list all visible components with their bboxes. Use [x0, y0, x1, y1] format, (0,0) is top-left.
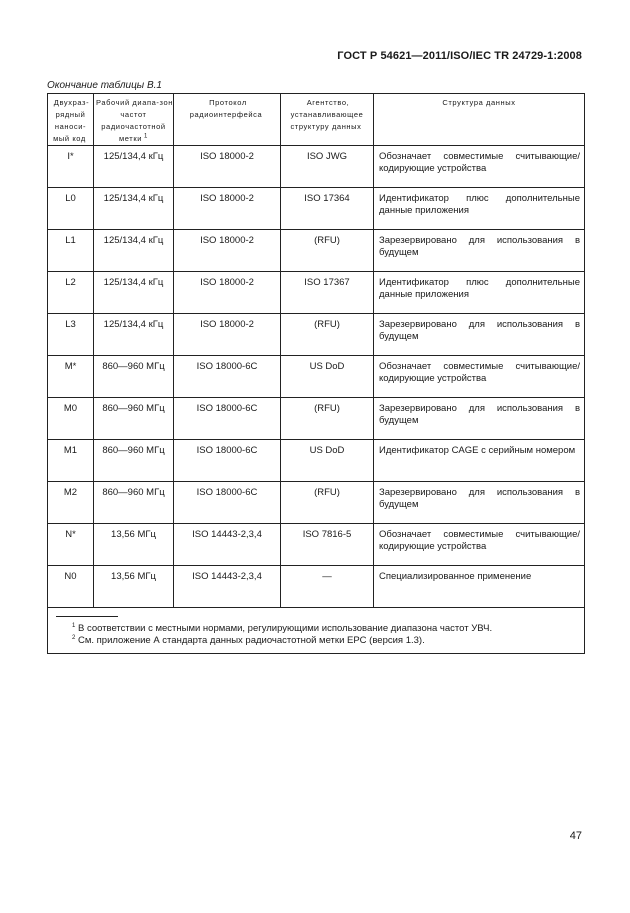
cell-code: M* [48, 356, 94, 398]
table-row [48, 398, 585, 440]
cell-protocol: ISO 18000-2 [174, 230, 281, 272]
cell-frequency: 860—960 МГц [94, 398, 174, 440]
cell-code: L2 [48, 272, 94, 314]
cell-agency: US DoD [281, 356, 374, 398]
table-row [48, 482, 585, 524]
cell-protocol: ISO 18000-6C [174, 440, 281, 482]
cell-protocol: ISO 18000-2 [174, 146, 281, 188]
table-row [48, 566, 585, 608]
cell-agency: (RFU) [281, 398, 374, 440]
cell-code: M2 [48, 482, 94, 524]
table-row [48, 356, 585, 398]
col-header-structure-text: Структура данных [442, 98, 516, 107]
col-header-protocol [174, 94, 281, 146]
cell-frequency: 860—960 МГц [94, 440, 174, 482]
table-notes-row [48, 608, 585, 654]
cell-frequency: 125/134,4 кГц [94, 314, 174, 356]
footnote-ref: 1 [144, 133, 148, 140]
cell-code: L0 [48, 188, 94, 230]
cell-code: L3 [48, 314, 94, 356]
table-caption: Окончание таблицы В.1 [47, 80, 162, 91]
cell-structure: Идентификатор плюс дополнительные данные приложения [374, 272, 585, 314]
col-header-frequency-text: Рабочий диапа-зон частот радиочастотной метки [96, 98, 173, 143]
cell-structure: Зарезервировано для использования в будущем [374, 230, 585, 272]
cell-frequency: 13,56 МГц [94, 524, 174, 566]
table-notes [48, 608, 585, 654]
cell-protocol: ISO 18000-6C [174, 398, 281, 440]
cell-protocol: ISO 18000-6C [174, 482, 281, 524]
cell-protocol: ISO 18000-2 [174, 188, 281, 230]
col-header-frequency [94, 94, 174, 146]
footnote-2 [56, 635, 584, 647]
cell-protocol: ISO 14443-2,3,4 [174, 566, 281, 608]
footnote-text: См. приложение А стандарта данных радиочастотной метки EPC (версия 1.3). [77, 635, 425, 646]
cell-structure: Зарезервировано для использования в будущем [374, 398, 585, 440]
cell-structure: Обозначает совместимые считывающие/кодирующие устройства [374, 356, 585, 398]
cell-agency: ISO 7816-5 [281, 524, 374, 566]
table-row [48, 272, 585, 314]
footnote-divider [56, 616, 118, 617]
footnote-mark: 1 [72, 622, 76, 629]
cell-protocol: ISO 14443-2,3,4 [174, 524, 281, 566]
cell-structure: Обозначает совместимые считывающие/кодирующие устройства [374, 146, 585, 188]
cell-structure: Идентификатор CAGE с серийным номером [374, 440, 585, 482]
cell-frequency: 125/134,4 кГц [94, 188, 174, 230]
data-table [47, 93, 585, 654]
table-row [48, 146, 585, 188]
cell-frequency: 860—960 МГц [94, 356, 174, 398]
cell-frequency: 125/134,4 кГц [94, 146, 174, 188]
table-row [48, 314, 585, 356]
cell-frequency: 125/134,4 кГц [94, 230, 174, 272]
cell-agency: ISO 17364 [281, 188, 374, 230]
table-header-row [48, 94, 585, 146]
cell-protocol: ISO 18000-2 [174, 272, 281, 314]
cell-agency: ISO JWG [281, 146, 374, 188]
table-row [48, 188, 585, 230]
cell-code: M1 [48, 440, 94, 482]
cell-agency: (RFU) [281, 230, 374, 272]
cell-frequency: 13,56 МГц [94, 566, 174, 608]
table-row [48, 440, 585, 482]
cell-code: M0 [48, 398, 94, 440]
footnote-mark: 2 [72, 634, 76, 641]
col-header-agency [281, 94, 374, 146]
table-row [48, 230, 585, 272]
table-row [48, 524, 585, 566]
cell-agency: US DoD [281, 440, 374, 482]
col-header-agency-text: Агентство, устанавливающее структуру данных [290, 98, 364, 131]
cell-structure: Идентификатор плюс дополнительные данные приложения [374, 188, 585, 230]
cell-structure: Зарезервировано для использования в будущем [374, 314, 585, 356]
cell-code: L1 [48, 230, 94, 272]
cell-agency: ISO 17367 [281, 272, 374, 314]
cell-structure: Зарезервировано для использования в будущем [374, 482, 585, 524]
page-number: 47 [569, 830, 582, 842]
col-header-protocol-text: Протокол радиоинтерфейса [189, 98, 263, 119]
footnote-text: В соответствии с местными нормами, регулирующими использование диапазона частот УВЧ. [77, 623, 493, 634]
cell-frequency: 125/134,4 кГц [94, 272, 174, 314]
document-header: ГОСТ Р 54621—2011/ISO/IEC TR 24729-1:2008 [337, 50, 582, 62]
footnote-1 [56, 623, 584, 635]
cell-code: N0 [48, 566, 94, 608]
col-header-structure [374, 94, 585, 146]
cell-agency: — [281, 566, 374, 608]
cell-frequency: 860—960 МГц [94, 482, 174, 524]
cell-agency: (RFU) [281, 314, 374, 356]
cell-structure: Обозначает совместимые считывающие/кодирующие устройства [374, 524, 585, 566]
cell-agency: (RFU) [281, 482, 374, 524]
cell-code: I* [48, 146, 94, 188]
col-header-code [48, 94, 94, 146]
cell-code: N* [48, 524, 94, 566]
cell-structure: Специализированное применение [374, 566, 585, 608]
col-header-code-text: Двухраз-рядный наноси-мый код [53, 98, 90, 143]
cell-protocol: ISO 18000-2 [174, 314, 281, 356]
cell-protocol: ISO 18000-6C [174, 356, 281, 398]
